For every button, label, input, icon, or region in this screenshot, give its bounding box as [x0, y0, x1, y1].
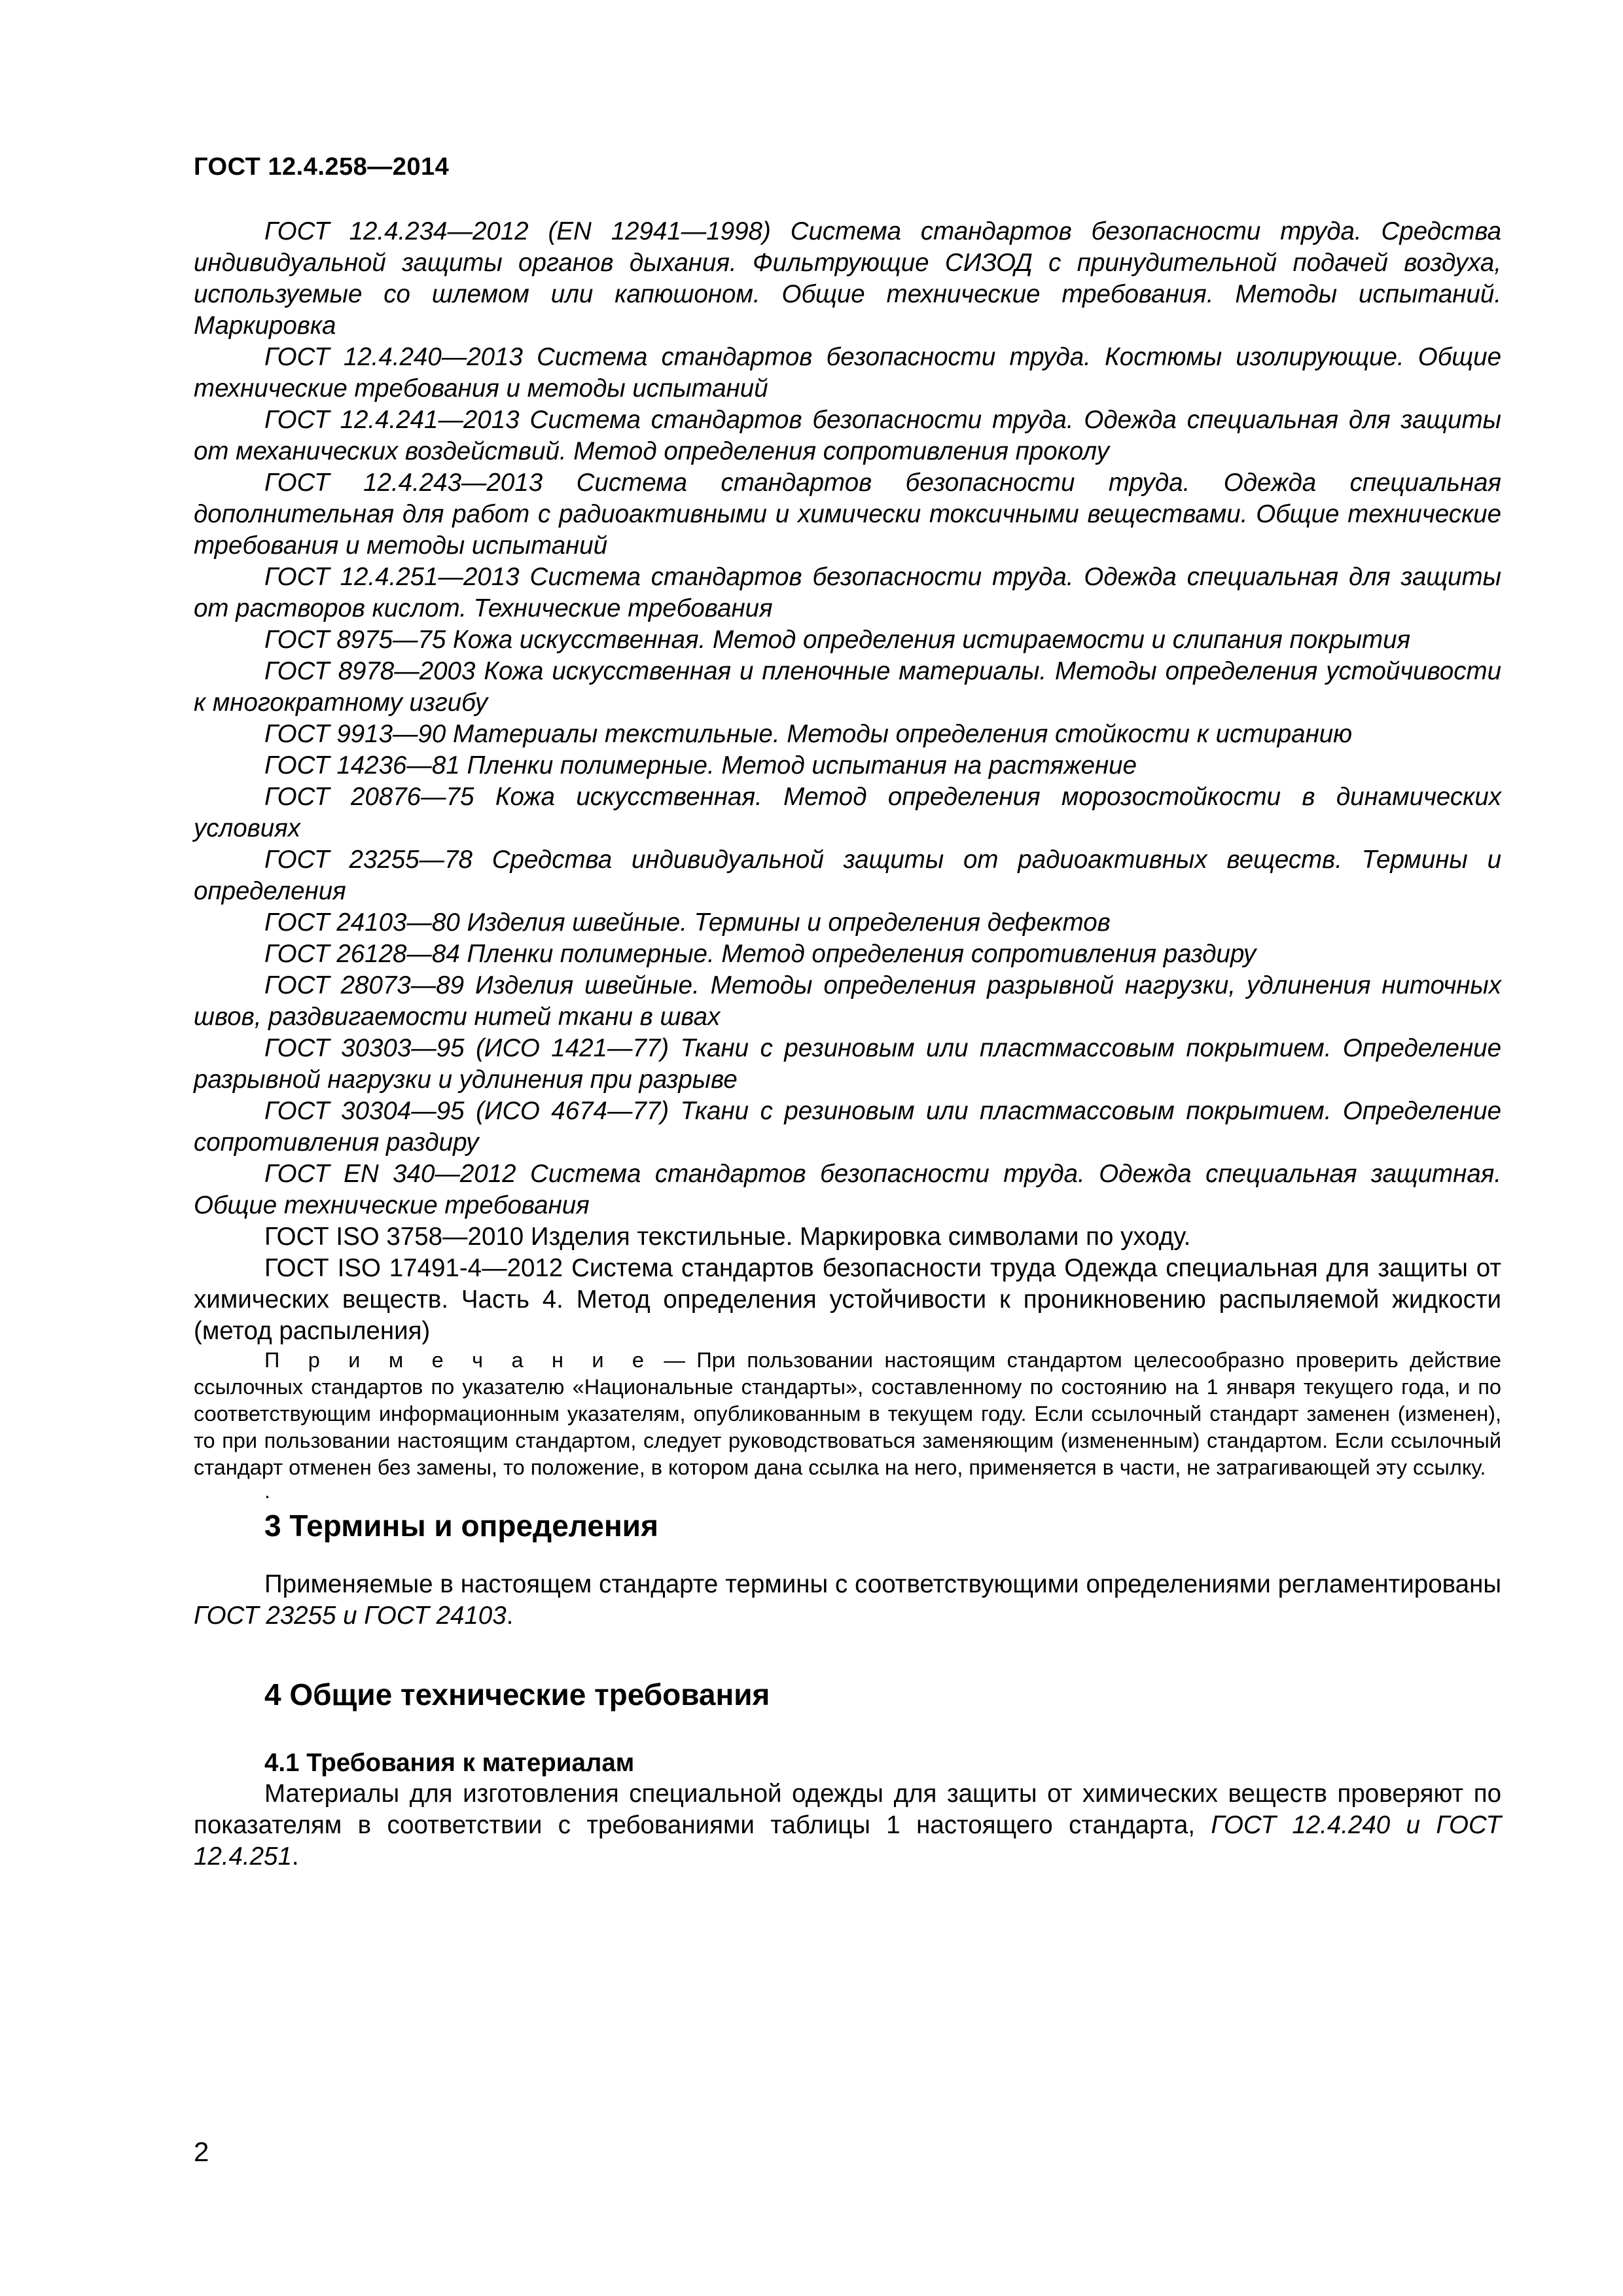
reference-item [194, 1253, 1501, 1347]
section-4-1-ref: ГОСТ 12.4.240 и ГОСТ 12.4.251 [194, 1811, 1502, 1871]
note-paragraph [194, 1347, 1501, 1481]
reference-item [194, 907, 1501, 939]
reference-code: ГОСТ 20876—75 [264, 783, 474, 811]
reference-title: Система стандартов безопасности труда. Одежда специальная защитная. Общие технические требования [194, 1160, 1501, 1219]
document-body [194, 216, 1501, 1873]
section-3-text-end: . [506, 1602, 514, 1630]
reference-item [194, 467, 1501, 562]
note-label: П р и м е ч а н и е [264, 1348, 652, 1372]
reference-code: ГОСТ 12.4.243—2013 [264, 469, 543, 497]
reference-title: Ткани с резиновым или пластмассовым покрытием. Определение сопротивления раздиру [194, 1097, 1501, 1157]
normative-references-list [194, 216, 1501, 1347]
reference-item [194, 781, 1501, 844]
reference-item [194, 404, 1501, 467]
reference-title: Система стандартов безопасности труда. Одежда специальная для защиты от механических воздействий. Метод определения сопротивления проколу [194, 406, 1501, 465]
page-number: 2 [194, 2136, 209, 2167]
reference-code: ГОСТ 12.4.234—2012 (EN 12941—1998) [264, 217, 771, 245]
reference-item [194, 750, 1501, 781]
reference-code: ГОСТ 8975—75 [264, 626, 446, 654]
stray-dot: . [264, 1479, 270, 1503]
document-header-code: ГОСТ 12.4.258—2014 [194, 153, 450, 181]
reference-item [194, 216, 1501, 342]
reference-item [194, 562, 1501, 624]
reference-title: Ткани с резиновым или пластмассовым покрытием. Определение разрывной нагрузки и удлинения при разрыве [194, 1034, 1501, 1094]
section-3-ref: ГОСТ 23255 и ГОСТ 24103 [194, 1602, 507, 1630]
reference-title: Средства индивидуальной защиты от радиоактивных веществ. Термины и определения [194, 846, 1501, 905]
reference-title: Кожа искусственная и пленочные материалы. Методы определения устойчивости к многократному изгибу [194, 657, 1501, 717]
section-4-1-heading: 4.1 Требования к материалам [264, 1749, 635, 1777]
reference-item [194, 844, 1501, 907]
reference-item [194, 624, 1501, 656]
reference-title: Система стандартов безопасности труда. Одежда специальная для защиты от растворов кислот. Технические требования [194, 563, 1501, 622]
section-4-1-paragraph [194, 1778, 1501, 1873]
reference-code: ГОСТ 30303—95 (ИСО 1421—77) [264, 1034, 669, 1062]
reference-title: Пленки полимерные. Метод испытания на растяжение [467, 751, 1137, 780]
reference-code: ГОСТ 26128—84 [264, 940, 460, 968]
reference-title: Система стандартов безопасности труда. Костюмы изолирующие. Общие технические требования и методы испытаний [194, 343, 1501, 403]
reference-item [194, 719, 1501, 750]
section-3-paragraph [194, 1569, 1501, 1632]
reference-item [194, 1096, 1501, 1158]
section-4-1-text-end: . [291, 1842, 299, 1871]
reference-item [194, 656, 1501, 719]
reference-item [194, 1033, 1501, 1096]
reference-title: Система стандартов безопасности труда. Одежда специальная дополнительная для работ с радиоактивными и химически токсичными веществами. Общие технические требования и методы испытаний [194, 469, 1501, 560]
reference-title: Пленки полимерные. Метод определения сопротивления раздиру [467, 940, 1257, 968]
section-4-1-text: Материалы для изготовления специальной одежды для защиты от химических веществ проверяют по показателям в соответствии с требованиями таблицы 1 настоящего стандарта, [194, 1780, 1501, 1839]
reference-code: ГОСТ 8978—2003 [264, 657, 476, 685]
reference-title: Материалы текстильные. Методы определения стойкости к истиранию [453, 720, 1353, 748]
reference-code: ГОСТ 28073—89 [264, 971, 465, 999]
reference-item [194, 1221, 1501, 1253]
reference-code: ГОСТ 12.4.241—2013 [264, 406, 520, 434]
reference-item [194, 1158, 1501, 1221]
reference-title: Изделия швейные. Методы определения разрывной нагрузки, удлинения ниточных швов, раздвигаемости нитей ткани в швах [194, 971, 1502, 1031]
reference-title: Изделия текстильные. Маркировка символами по уходу. [530, 1223, 1191, 1251]
reference-code: ГОСТ 30304—95 (ИСО 4674—77) [264, 1097, 669, 1125]
reference-item [194, 342, 1501, 404]
reference-code: ГОСТ 9913—90 [264, 720, 446, 748]
section-4-heading: 4 Общие технические требования [264, 1677, 770, 1712]
reference-code: ГОСТ 23255—78 [264, 846, 473, 874]
reference-title: Кожа искусственная. Метод определения морозостойкости в динамических условиях [194, 783, 1501, 842]
reference-item [194, 970, 1501, 1033]
note-text: При пользовании настоящим стандартом целесообразно проверить действие ссылочных стандартов по указателю «Национальные стандарты», составленному по состоянию на 1 января текущего года, и по соответствующим информационным указателям, опубликованным в текущем году. Если ссылочный стандарт заменен (изменен), то при пользовании настоящим стандартом, следует руководствоваться заменяющим (измененным) стандартом. Если ссылочный стандарт отменен без замены, то положение, в котором дана ссылка на него, применяется в части, не затрагивающей эту ссылку. [194, 1348, 1501, 1479]
section-3-text: Применяемые в настоящем стандарте термины с соответствующими определениями регламентированы [264, 1570, 1501, 1598]
reference-title: Система стандартов безопасности труда Одежда специальная для защиты от химических веществ. Часть 4. Метод определения устойчивости к проникновению распыляемой жидкости (метод распыления) [194, 1254, 1501, 1345]
reference-code: ГОСТ ISO 17491-4—2012 [264, 1254, 563, 1282]
section-3-heading: 3 Термины и определения [264, 1509, 658, 1543]
reference-title: Кожа искусственная. Метод определения истираемости и слипания покрытия [453, 626, 1411, 654]
reference-code: ГОСТ 14236—81 [264, 751, 460, 780]
reference-title: Изделия швейные. Термины и определения дефектов [467, 908, 1111, 937]
reference-code: ГОСТ 12.4.251—2013 [264, 563, 520, 591]
reference-code: ГОСТ 24103—80 [264, 908, 460, 937]
reference-code: ГОСТ EN 340—2012 [264, 1160, 516, 1188]
reference-item [194, 939, 1501, 970]
reference-code: ГОСТ ISO 3758—2010 [264, 1223, 524, 1251]
reference-code: ГОСТ 12.4.240—2013 [264, 343, 523, 371]
reference-title: Система стандартов безопасности труда. Средства индивидуальной защиты органов дыхания. Фильтрующие СИЗОД с принудительной подачей воздуха, используемые со шлемом или капюшоном. Общие технические требования. Методы испытаний. Маркировка [194, 217, 1501, 340]
note-dash: — [652, 1348, 697, 1372]
